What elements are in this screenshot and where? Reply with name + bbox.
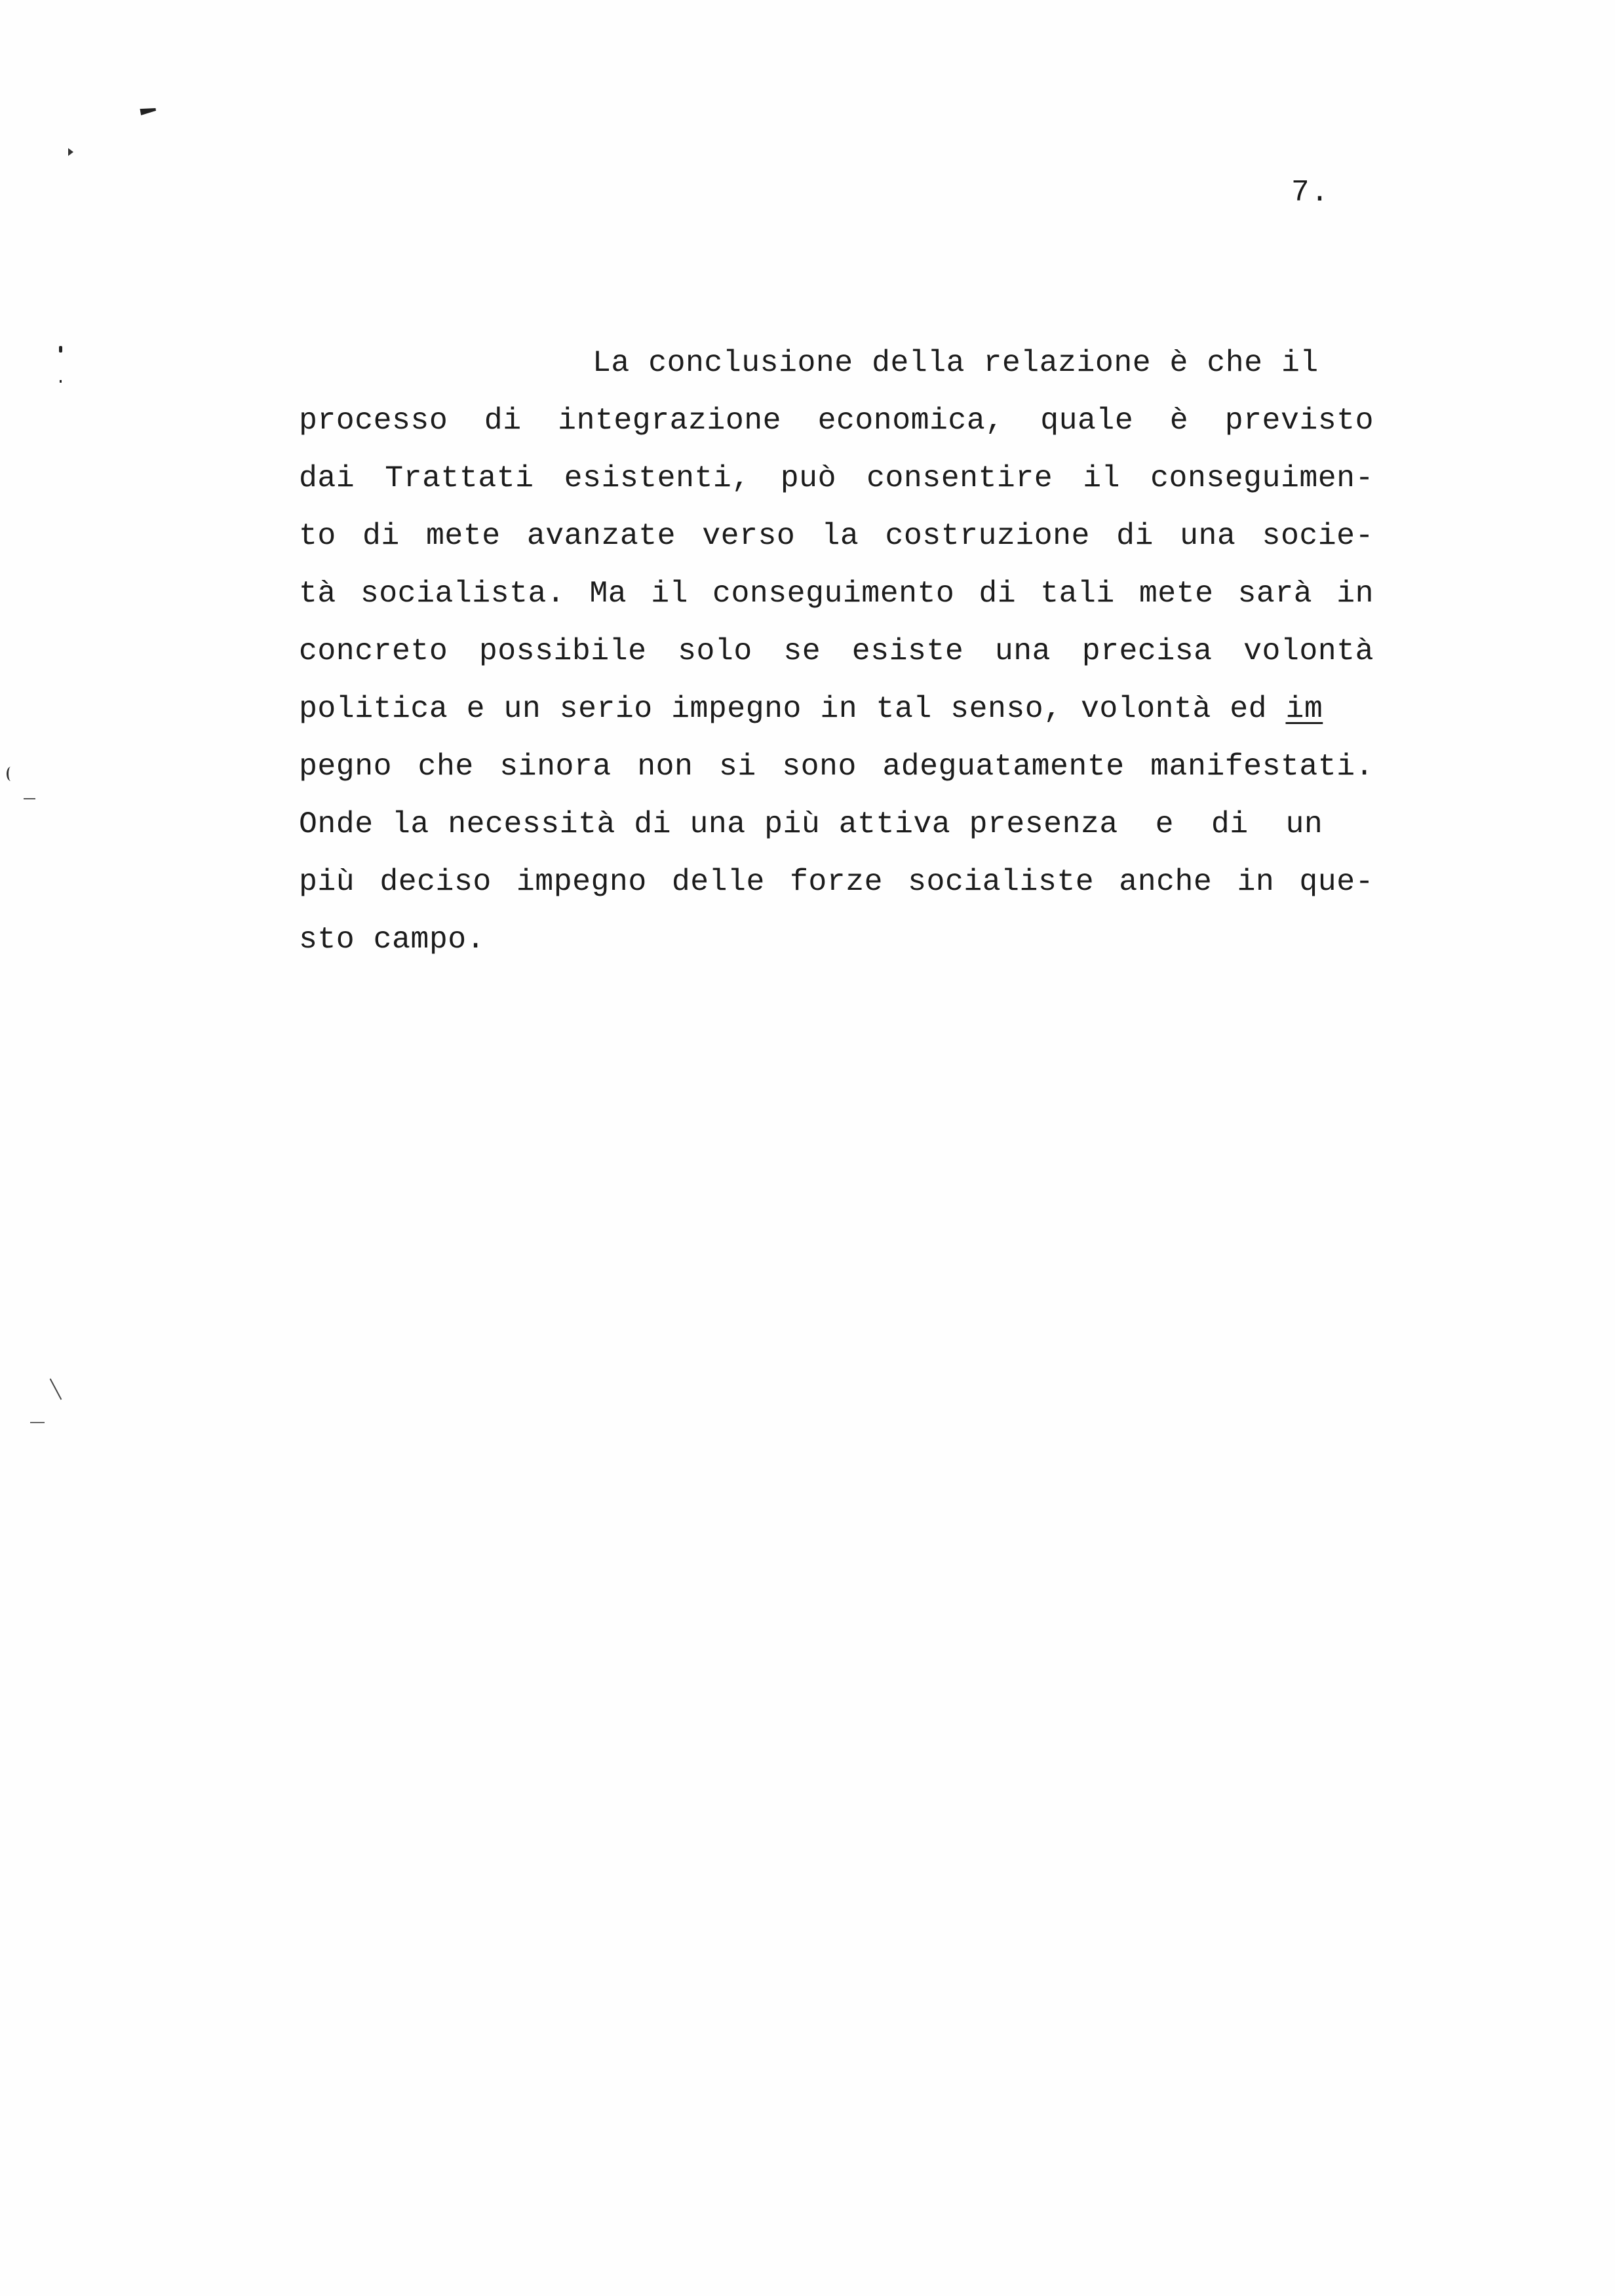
text-line: tà socialista. Ma il conseguimento di tali mete sarà in <box>299 576 1374 611</box>
text-line: dai Trattati esistenti, può consentire il conseguimen- <box>299 461 1374 495</box>
text-line: Onde la necessità di una più attiva presenza e di un <box>299 807 1323 841</box>
text-line: sto campo. <box>299 922 486 957</box>
scan-mark <box>60 380 62 383</box>
text-line-segment: politica e un serio impegno in tal senso, volontà ed <box>299 691 1286 726</box>
underlined-fragment: im <box>1285 691 1323 726</box>
scan-mark <box>140 106 156 115</box>
scan-mark <box>59 346 62 353</box>
text-line: processo di integrazione economica, quale è previsto <box>299 403 1374 438</box>
text-line: to di mete avanzate verso la costruzione di una socie- <box>299 518 1374 553</box>
text-line: La conclusione della relazione è che il <box>593 345 1319 380</box>
scan-mark <box>68 148 73 156</box>
scan-mark <box>50 1379 62 1400</box>
page-number: 7. <box>1291 176 1331 210</box>
scan-mark <box>7 767 15 781</box>
scan-mark <box>24 798 35 799</box>
text-line: pegno che sinora non si sono adeguatamente manifestati. <box>299 749 1374 784</box>
scan-mark <box>30 1422 45 1423</box>
body-paragraph <box>299 334 1374 968</box>
text-line: più deciso impegno delle forze socialiste anche in que- <box>299 864 1374 899</box>
text-line: concreto possibile solo se esiste una precisa volontà <box>299 634 1374 668</box>
text-line <box>299 680 1374 738</box>
